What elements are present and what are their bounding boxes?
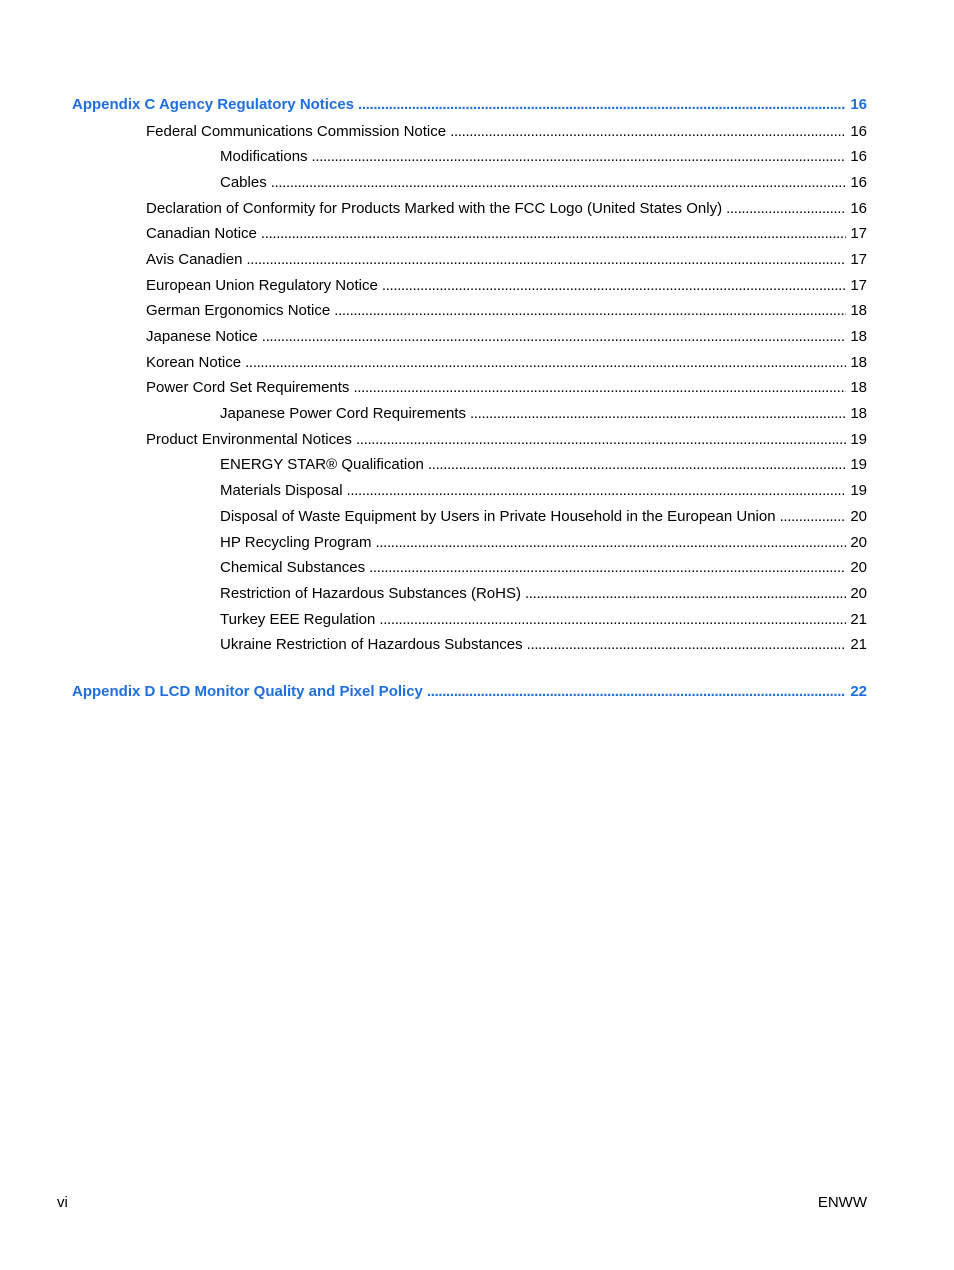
toc-page-number: 20 <box>850 533 867 551</box>
toc-dot-leader <box>246 250 846 269</box>
toc-entry[interactable] <box>72 327 867 346</box>
toc-title: Appendix C Agency Regulatory Notices <box>72 96 354 113</box>
toc-page-number: 16 <box>850 96 867 113</box>
toc-title: German Ergonomics Notice <box>146 302 331 320</box>
toc-page-number: 18 <box>850 328 867 345</box>
toc-appendix-d[interactable] <box>72 682 867 701</box>
toc-page-number: 17 <box>850 250 867 268</box>
toc-title: Ukraine Restriction of Hazardous Substances <box>220 636 523 654</box>
toc-title: European Union Regulatory Notice <box>146 276 378 294</box>
toc-title: Power Cord Set Requirements <box>146 379 350 397</box>
toc-page-number: 20 <box>850 559 867 577</box>
toc-entry[interactable] <box>72 301 867 320</box>
toc-dot-leader <box>726 199 846 218</box>
toc-title: Materials Disposal <box>220 482 343 500</box>
toc-title: Federal Communications Commission Notice <box>146 122 447 140</box>
toc-entry[interactable] <box>72 147 867 166</box>
toc-title: Korean Notice <box>146 353 242 371</box>
toc-dot-leader <box>527 635 847 654</box>
toc-page-number: 16 <box>850 199 867 217</box>
toc-appendix-c[interactable] <box>72 95 867 114</box>
toc-title: Product Environmental Notices <box>146 430 352 448</box>
toc-page-number: 17 <box>850 225 867 243</box>
toc-dot-leader <box>525 584 846 603</box>
toc-dot-leader <box>358 95 846 114</box>
toc-dot-leader <box>369 558 846 577</box>
toc-dot-leader <box>334 301 846 320</box>
toc-entry[interactable] <box>72 404 867 423</box>
toc-dot-leader <box>470 404 846 423</box>
toc-dot-leader <box>312 147 847 166</box>
toc-entry[interactable] <box>72 507 867 526</box>
toc-title: Japanese Notice <box>146 328 258 345</box>
toc-page-number: 18 <box>850 379 867 397</box>
toc-entry[interactable] <box>72 353 867 372</box>
footer-page-number: vi <box>57 1194 68 1211</box>
toc-entry[interactable] <box>72 199 867 218</box>
toc-page-number: 19 <box>850 482 867 500</box>
toc-entry[interactable] <box>72 430 867 449</box>
toc-page-number: 18 <box>850 405 867 423</box>
toc-page-number: 22 <box>850 683 867 701</box>
toc-page-number: 21 <box>850 636 867 654</box>
toc-dot-leader <box>427 682 846 701</box>
toc-dot-leader <box>379 610 846 629</box>
toc-title: Japanese Power Cord Requirements <box>220 405 466 423</box>
toc-dot-leader <box>271 173 847 192</box>
toc-page-number: 18 <box>850 353 867 371</box>
footer-doc-code: ENWW <box>817 1194 867 1211</box>
toc-title: Disposal of Waste Equipment by Users in Private Household in the European Union <box>220 507 776 525</box>
toc-entry[interactable] <box>72 455 867 474</box>
toc-page-number: 20 <box>850 507 867 525</box>
toc-title: Cables <box>220 173 267 191</box>
table-of-contents <box>72 95 867 709</box>
toc-entry[interactable] <box>72 481 867 500</box>
toc-dot-leader <box>780 507 847 526</box>
toc-dot-leader <box>261 224 846 243</box>
toc-dot-leader <box>353 378 846 397</box>
toc-entry[interactable] <box>72 173 867 192</box>
toc-title: Appendix D LCD Monitor Quality and Pixel Policy <box>72 683 423 701</box>
toc-entry[interactable] <box>72 635 867 654</box>
toc-page-number: 19 <box>850 456 867 474</box>
toc-dot-leader <box>262 327 847 346</box>
toc-entry[interactable] <box>72 610 867 629</box>
toc-page-number: 16 <box>850 148 867 166</box>
toc-title: Declaration of Conformity for Products Marked with the FCC Logo (United States Only) <box>146 199 723 217</box>
toc-title: ENERGY STAR® Qualification <box>220 456 424 474</box>
toc-dot-leader <box>375 533 846 552</box>
toc-page-number: 16 <box>850 122 867 140</box>
toc-entry[interactable] <box>72 122 867 141</box>
toc-entry[interactable] <box>72 250 867 269</box>
toc-entry[interactable] <box>72 558 867 577</box>
toc-title: Chemical Substances <box>220 559 366 577</box>
toc-page-number: 19 <box>850 430 867 448</box>
toc-page-number: 20 <box>850 584 867 602</box>
toc-title: HP Recycling Program <box>220 533 372 551</box>
toc-page-number: 21 <box>850 610 867 628</box>
toc-title: Modifications <box>220 148 308 166</box>
toc-title: Canadian Notice <box>146 225 257 243</box>
toc-title: Turkey EEE Regulation <box>220 610 376 628</box>
toc-dot-leader <box>356 430 846 449</box>
toc-dot-leader <box>450 122 846 141</box>
toc-dot-leader <box>347 481 847 500</box>
page-footer <box>57 1193 867 1212</box>
toc-entry[interactable] <box>72 533 867 552</box>
toc-title: Avis Canadien <box>146 250 243 268</box>
toc-entry[interactable] <box>72 378 867 397</box>
toc-dot-leader <box>245 353 846 372</box>
toc-page-number: 17 <box>850 276 867 294</box>
toc-page-number: 16 <box>850 173 867 191</box>
toc-entry[interactable] <box>72 224 867 243</box>
toc-entry[interactable] <box>72 584 867 603</box>
toc-title: Restriction of Hazardous Substances (RoHS) <box>220 584 521 602</box>
toc-page-number: 18 <box>850 302 867 320</box>
toc-dot-leader <box>428 455 846 474</box>
toc-dot-leader <box>382 276 847 295</box>
toc-entry[interactable] <box>72 276 867 295</box>
